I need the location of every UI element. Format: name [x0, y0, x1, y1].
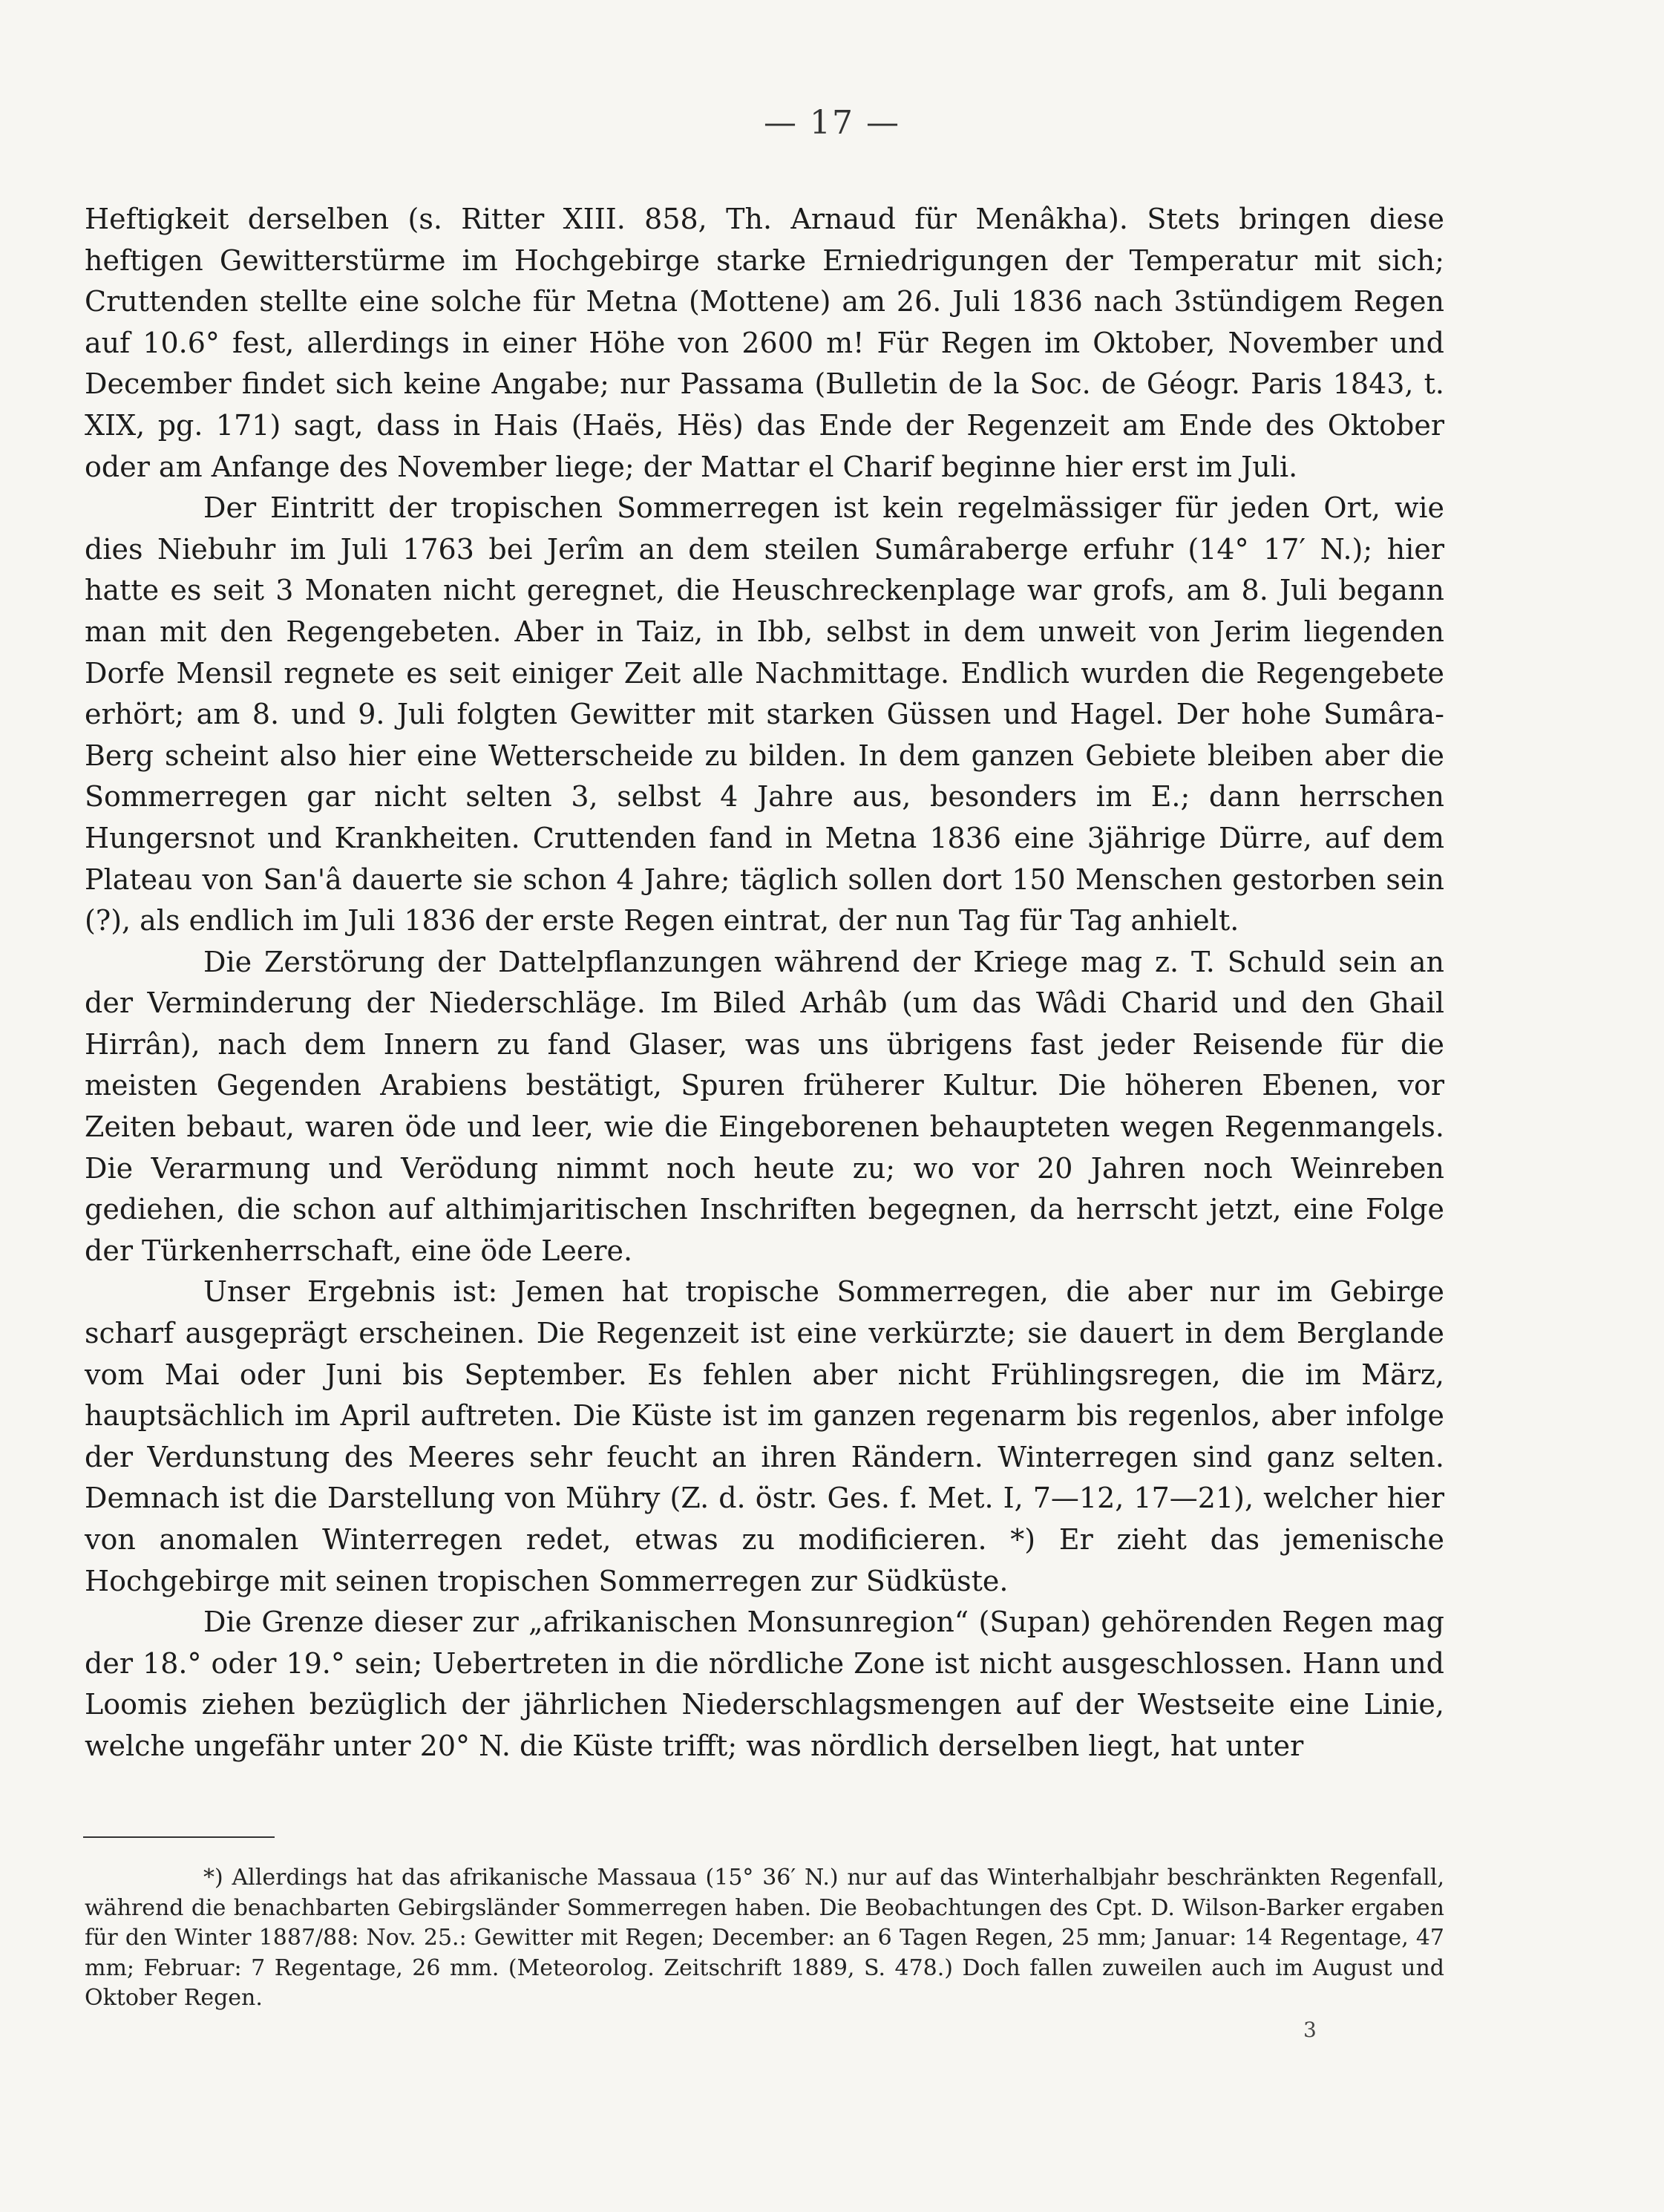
page-number: — 17 —	[764, 104, 900, 142]
paragraph-3: Die Zerstörung der Dattelpflanzungen während der Kriege mag z. T. Schuld sein an der Verminderung der Niederschläge. Im Biled Arhâb (um das Wâdi Charid und den Ghail Hirrân), nach dem Innern zu fand Glaser, was uns übrigens fast jeder Reisende für die meisten Gegenden Arabiens bestätigt, Spuren früherer Kultur. Die höheren Ebenen, vor Zeiten bebaut, waren öde und leer, wie die Eingeborenen behaupteten wegen Regenmangels. Die Verarmung und Verödung nimmt noch heute zu; wo vor 20 Jahren noch Weinreben gediehen, die schon auf althimjaritischen Inschriften begegnen, da herrscht jetzt, eine Folge der Türkenherrschaft, eine öde Leere.	[85, 945, 1444, 1267]
paragraph-4: Unser Ergebnis ist: Jemen hat tropische Sommerregen, die aber nur im Gebirge scharf ausgeprägt erscheinen. Die Regenzeit ist eine verkürzte; sie dauert in dem Berglande vom Mai oder Juni bis September. Es fehlen aber nicht Frühlingsregen, die im März, hauptsächlich im April auftreten. Die Küste ist im ganzen regenarm bis regenlos, aber infolge der Verdunstung des Meeres sehr feucht an ihren Rändern. Winterregen sind ganz selten. Demnach ist die Darstellung von Mühry (Z. d. östr. Ges. f. Met. I, 7—12, 17—21), welcher hier von anomalen Winterregen redet, etwas zu modificieren. *) Er zieht das jemenische Hochgebirge mit seinen tropischen Sommerregen zur Südküste.	[85, 1275, 1444, 1597]
paragraph-2: Der Eintritt der tropischen Sommerregen ist kein regelmässiger für jeden Ort, wie dies Niebuhr im Juli 1763 bei Jerîm an dem steilen Sumâraberge erfuhr (14° 17′ N.); hier hatte es seit 3 Monaten nicht geregnet, die Heuschreckenplage war grofs, am 8. Juli begann man mit den Regengebeten. Aber in Taiz, in Ibb, selbst in dem unweit von Jerim liegenden Dorfe Mensil regnete es seit einiger Zeit alle Nachmittage. Endlich wurden die Regengebete erhört; am 8. und 9. Juli folgten Gewitter mit starken Güssen und Hagel. Der hohe Sumâra-Berg scheint also hier eine Wetterscheide zu bilden. In dem ganzen Gebiete bleiben aber die Sommerregen gar nicht selten 3, selbst 4 Jahre aus, besonders im E.; dann herrschen Hungersnot und Krankheiten. Cruttenden fand in Metna 1836 eine 3jährige Dürre, auf dem Plateau von San'â dauerte sie schon 4 Jahre; täglich sollen dort 150 Menschen gestorben sein (?), als endlich im Juli 1836 der erste Regen eintrat, der nun Tag für Tag anhielt.	[85, 491, 1444, 938]
footnote: *) Allerdings hat das afrikanische Massaua (15° 36′ N.) nur auf das Winterhalbjahr beschränkten Regenfall, während die benachbarten Gebirgsländer Sommerregen haben. Die Beobachtungen des Cpt. D. Wilson-Barker ergaben für den Winter 1887/88: Nov. 25.: Gewitter mit Regen; December: an 6 Tagen Regen, 25 mm; Januar: 14 Regentage, 47 mm; Februar: 7 Regentage, 26 mm. (Meteorolog. Zeitschrift 1889, S. 478.) Doch fallen zuweilen auch im August und Oktober Regen.	[85, 1865, 1444, 2011]
paragraph-1: Heftigkeit derselben (s. Ritter XIII. 858, Th. Arnaud für Menâkha). Stets bringen diese heftigen Gewitterstürme im Hochgebirge starke Erniedrigungen der Temperatur mit sich; Cruttenden stellte eine solche für Metna (Mottene) am 26. Juli 1836 nach 3stündigem Regen auf 10.6° fest, allerdings in einer Höhe von 2600 m! Für Regen im Oktober, November und December findet sich keine Angabe; nur Passama (Bulletin de la Soc. de Géogr. Paris 1843, t. XIX, pg. 171) sagt, dass in Hais (Haës, Hës) das Ende der Regenzeit am Ende des Oktober oder am Anfange des November liege; der Mattar el Charif beginne hier erst im Juli.	[85, 203, 1444, 483]
signature-mark: 3	[1303, 2018, 1317, 2042]
paragraph-5: Die Grenze dieser zur „afrikanischen Monsunregion“ (Supan) gehörenden Regen mag der 18.° oder 19.° sein; Uebertreten in die nördliche Zone ist nicht ausgeschlossen. Hann und Loomis ziehen bezüglich der jährlichen Niederschlagsmengen auf der Westseite eine Linie, welche ungefähr unter 20° N. die Küste trifft; was nördlich derselben liegt, hat unter	[85, 1606, 1444, 1762]
footnote-divider	[83, 1836, 275, 1838]
main-text	[85, 199, 1444, 1767]
